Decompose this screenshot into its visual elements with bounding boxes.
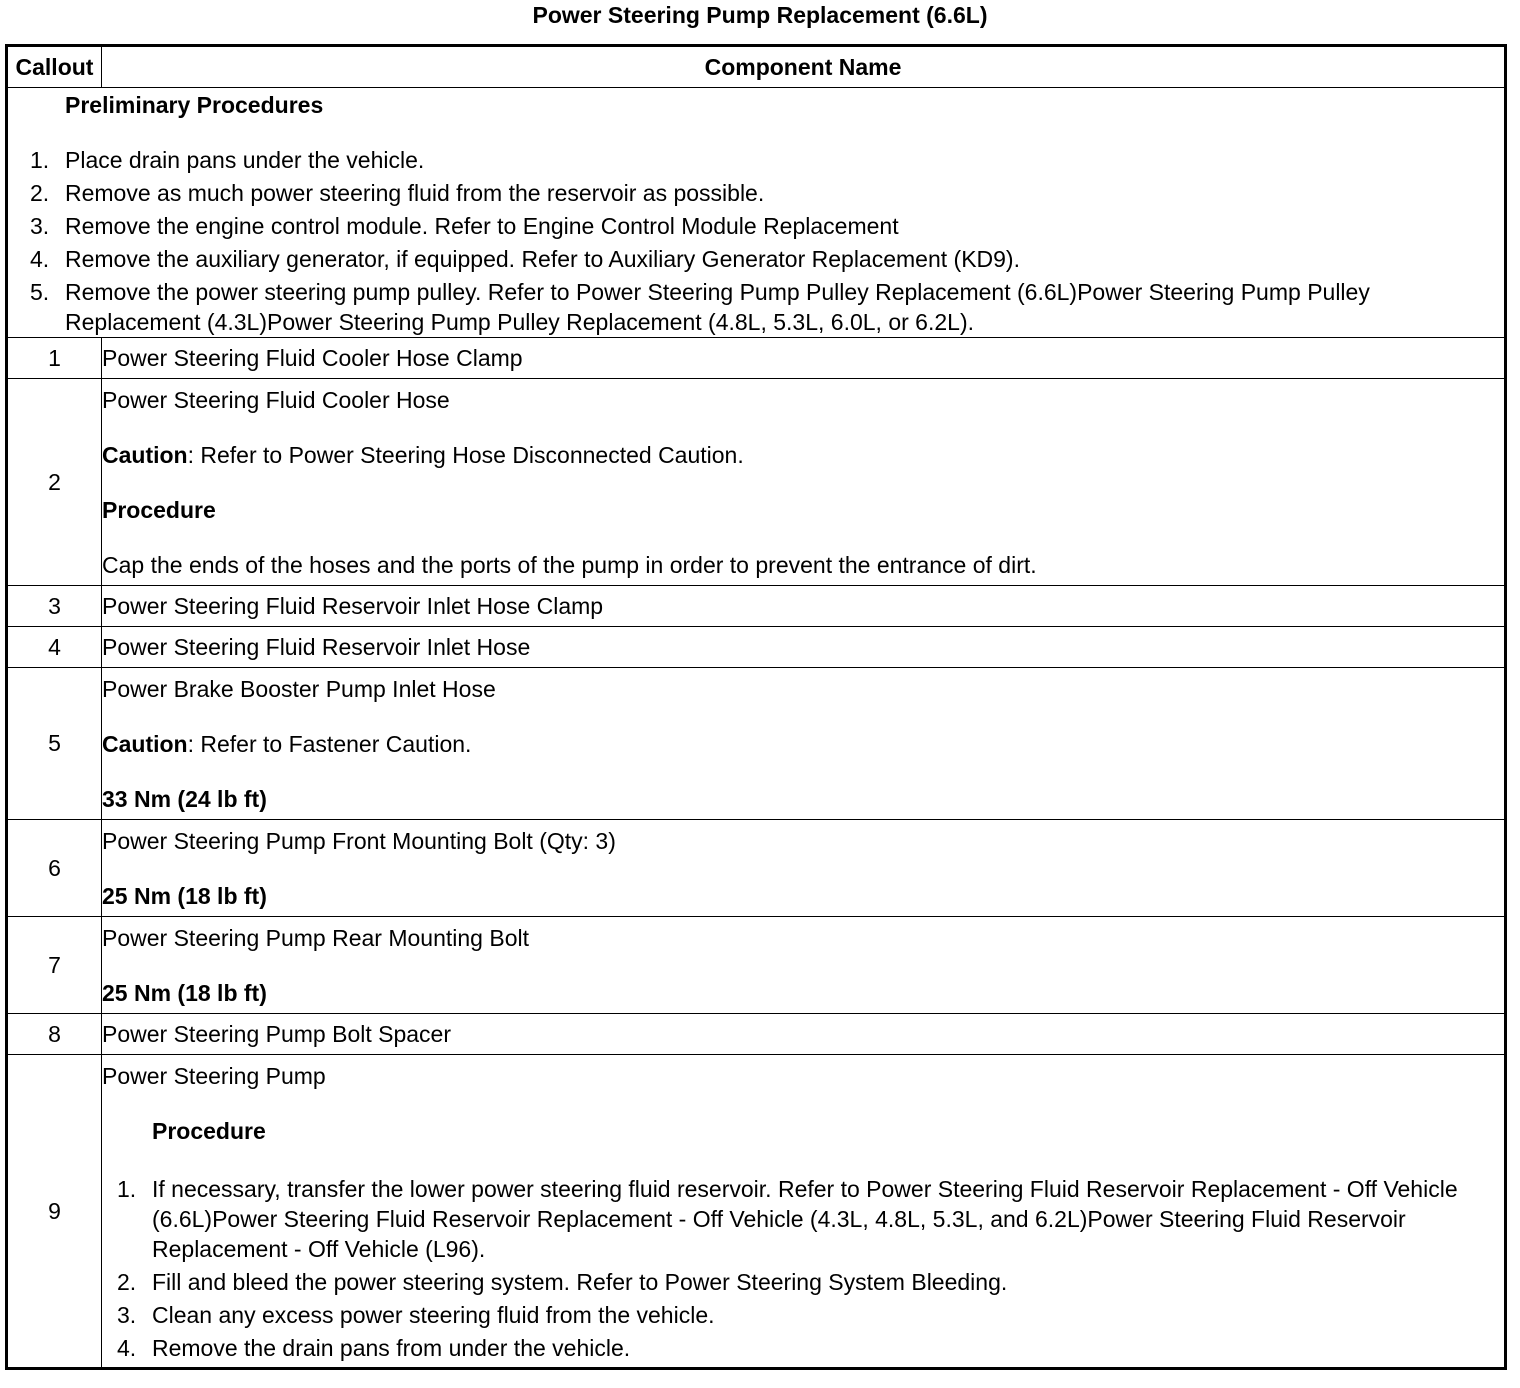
procedure-text: Cap the ends of the hoses and the ports of the pump in order to prevent the entrance of dirt.: [102, 552, 1037, 578]
table-row: [7, 1014, 1506, 1055]
component-detail-cell: [102, 917, 1506, 1014]
component-detail-cell: [102, 668, 1506, 820]
table-row: [7, 668, 1506, 820]
table-row: [7, 586, 1506, 627]
step-number: 1.: [30, 147, 50, 173]
callout-cell: 7: [7, 917, 102, 1014]
list-item: [8, 277, 1504, 337]
step-number: 4.: [117, 1335, 137, 1361]
caution-label: Caution: [102, 442, 188, 468]
callout-cell: 3: [7, 586, 102, 627]
step-number: 3.: [117, 1302, 137, 1328]
component-name: Power Steering Pump Front Mounting Bolt (Qty: 3): [102, 828, 616, 854]
caution-note: [102, 440, 1504, 471]
table-row: [7, 627, 1506, 668]
table-row: [7, 820, 1506, 917]
step-number: 1.: [117, 1176, 137, 1202]
table-row: [7, 379, 1506, 586]
caution-label: Caution: [102, 731, 188, 757]
list-item: [8, 244, 1504, 274]
step-number: 4.: [30, 246, 50, 272]
procedure-heading: Procedure: [102, 497, 216, 523]
list-item: [8, 145, 1504, 175]
component-detail-cell: [102, 379, 1506, 586]
callout-cell: 1: [7, 338, 102, 379]
caution-text: : Refer to Power Steering Hose Disconnected Caution.: [187, 442, 744, 468]
component-detail-cell: [102, 820, 1506, 917]
step-text: Remove the power steering pump pulley. Refer to Power Steering Pump Pulley Replacement (6.6L)Power Steering Pump Pulley Replacement (4.3L)Power Steering Pump Pulley Replacement (4.8L, 5.3L, 6.0L, or 6.2L).: [65, 279, 1370, 335]
table-header-row: [7, 46, 1506, 88]
component-column-header: Component Name: [102, 46, 1506, 88]
component-name-cell: Power Steering Fluid Reservoir Inlet Hose: [102, 627, 1506, 668]
step-text: Remove as much power steering fluid from the reservoir as possible.: [65, 180, 765, 206]
step-number: 2.: [117, 1269, 137, 1295]
callout-cell: 8: [7, 1014, 102, 1055]
callout-cell: 9: [7, 1055, 102, 1369]
list-item: [8, 211, 1504, 241]
step-text: Remove the drain pans from under the vehicle.: [152, 1335, 631, 1361]
callout-cell: 6: [7, 820, 102, 917]
table-row: [7, 917, 1506, 1014]
step-number: 3.: [30, 213, 50, 239]
caution-note: [102, 729, 1504, 760]
component-name-cell: Power Steering Pump Bolt Spacer: [102, 1014, 1506, 1055]
step-text: If necessary, transfer the lower power steering fluid reservoir. Refer to Power Steering Fluid Reservoir Replacement - Off Vehicle (6.6L)Power Steering Fluid Reservoir Replacement - Off Vehicle (4.3L, 4.8L, 5.3L, and 6.2L)Power Steering Fluid Reservoir Replacement - Off Vehicle (L96).: [152, 1176, 1458, 1262]
step-text: Remove the auxiliary generator, if equipped. Refer to Auxiliary Generator Replacement (KD9).: [65, 246, 1020, 272]
component-detail-cell: [102, 1055, 1506, 1369]
list-item: [102, 1267, 1504, 1297]
torque-spec: 25 Nm (18 lb ft): [102, 980, 267, 1006]
torque-spec: 25 Nm (18 lb ft): [102, 883, 267, 909]
list-item: [102, 1333, 1504, 1363]
step-text: Remove the engine control module. Refer to Engine Control Module Replacement: [65, 213, 899, 239]
callout-cell: 4: [7, 627, 102, 668]
preliminary-cell: [7, 88, 1506, 338]
step-text: Fill and bleed the power steering system. Refer to Power Steering System Bleeding.: [152, 1269, 1008, 1295]
preliminary-steps: [8, 145, 1504, 337]
table-row: [7, 1055, 1506, 1369]
callout-cell: 5: [7, 668, 102, 820]
component-name: Power Brake Booster Pump Inlet Hose: [102, 676, 496, 702]
component-name: Power Steering Fluid Cooler Hose: [102, 387, 450, 413]
step-number: 2.: [30, 180, 50, 206]
step-text: Clean any excess power steering fluid from the vehicle.: [152, 1302, 715, 1328]
list-item: [102, 1174, 1504, 1264]
component-name: Power Steering Pump: [102, 1063, 326, 1089]
caution-text: : Refer to Fastener Caution.: [187, 731, 472, 757]
component-table: [5, 44, 1507, 1370]
procedure-heading: Procedure: [152, 1118, 266, 1144]
document-title: Power Steering Pump Replacement (6.6L): [532, 2, 988, 28]
list-item: [8, 178, 1504, 208]
component-name-cell: Power Steering Fluid Reservoir Inlet Hose Clamp: [102, 586, 1506, 627]
procedure-steps: [102, 1174, 1504, 1363]
preliminary-row: [7, 88, 1506, 338]
step-number: 5.: [30, 279, 50, 305]
component-name-cell: Power Steering Fluid Cooler Hose Clamp: [102, 338, 1506, 379]
component-name: Power Steering Pump Rear Mounting Bolt: [102, 925, 529, 951]
callout-column-header: Callout: [7, 46, 102, 88]
callout-cell: 2: [7, 379, 102, 586]
list-item: [102, 1300, 1504, 1330]
table-row: [7, 338, 1506, 379]
torque-spec: 33 Nm (24 lb ft): [102, 786, 267, 812]
preliminary-heading: Preliminary Procedures: [65, 92, 324, 118]
step-text: Place drain pans under the vehicle.: [65, 147, 425, 173]
